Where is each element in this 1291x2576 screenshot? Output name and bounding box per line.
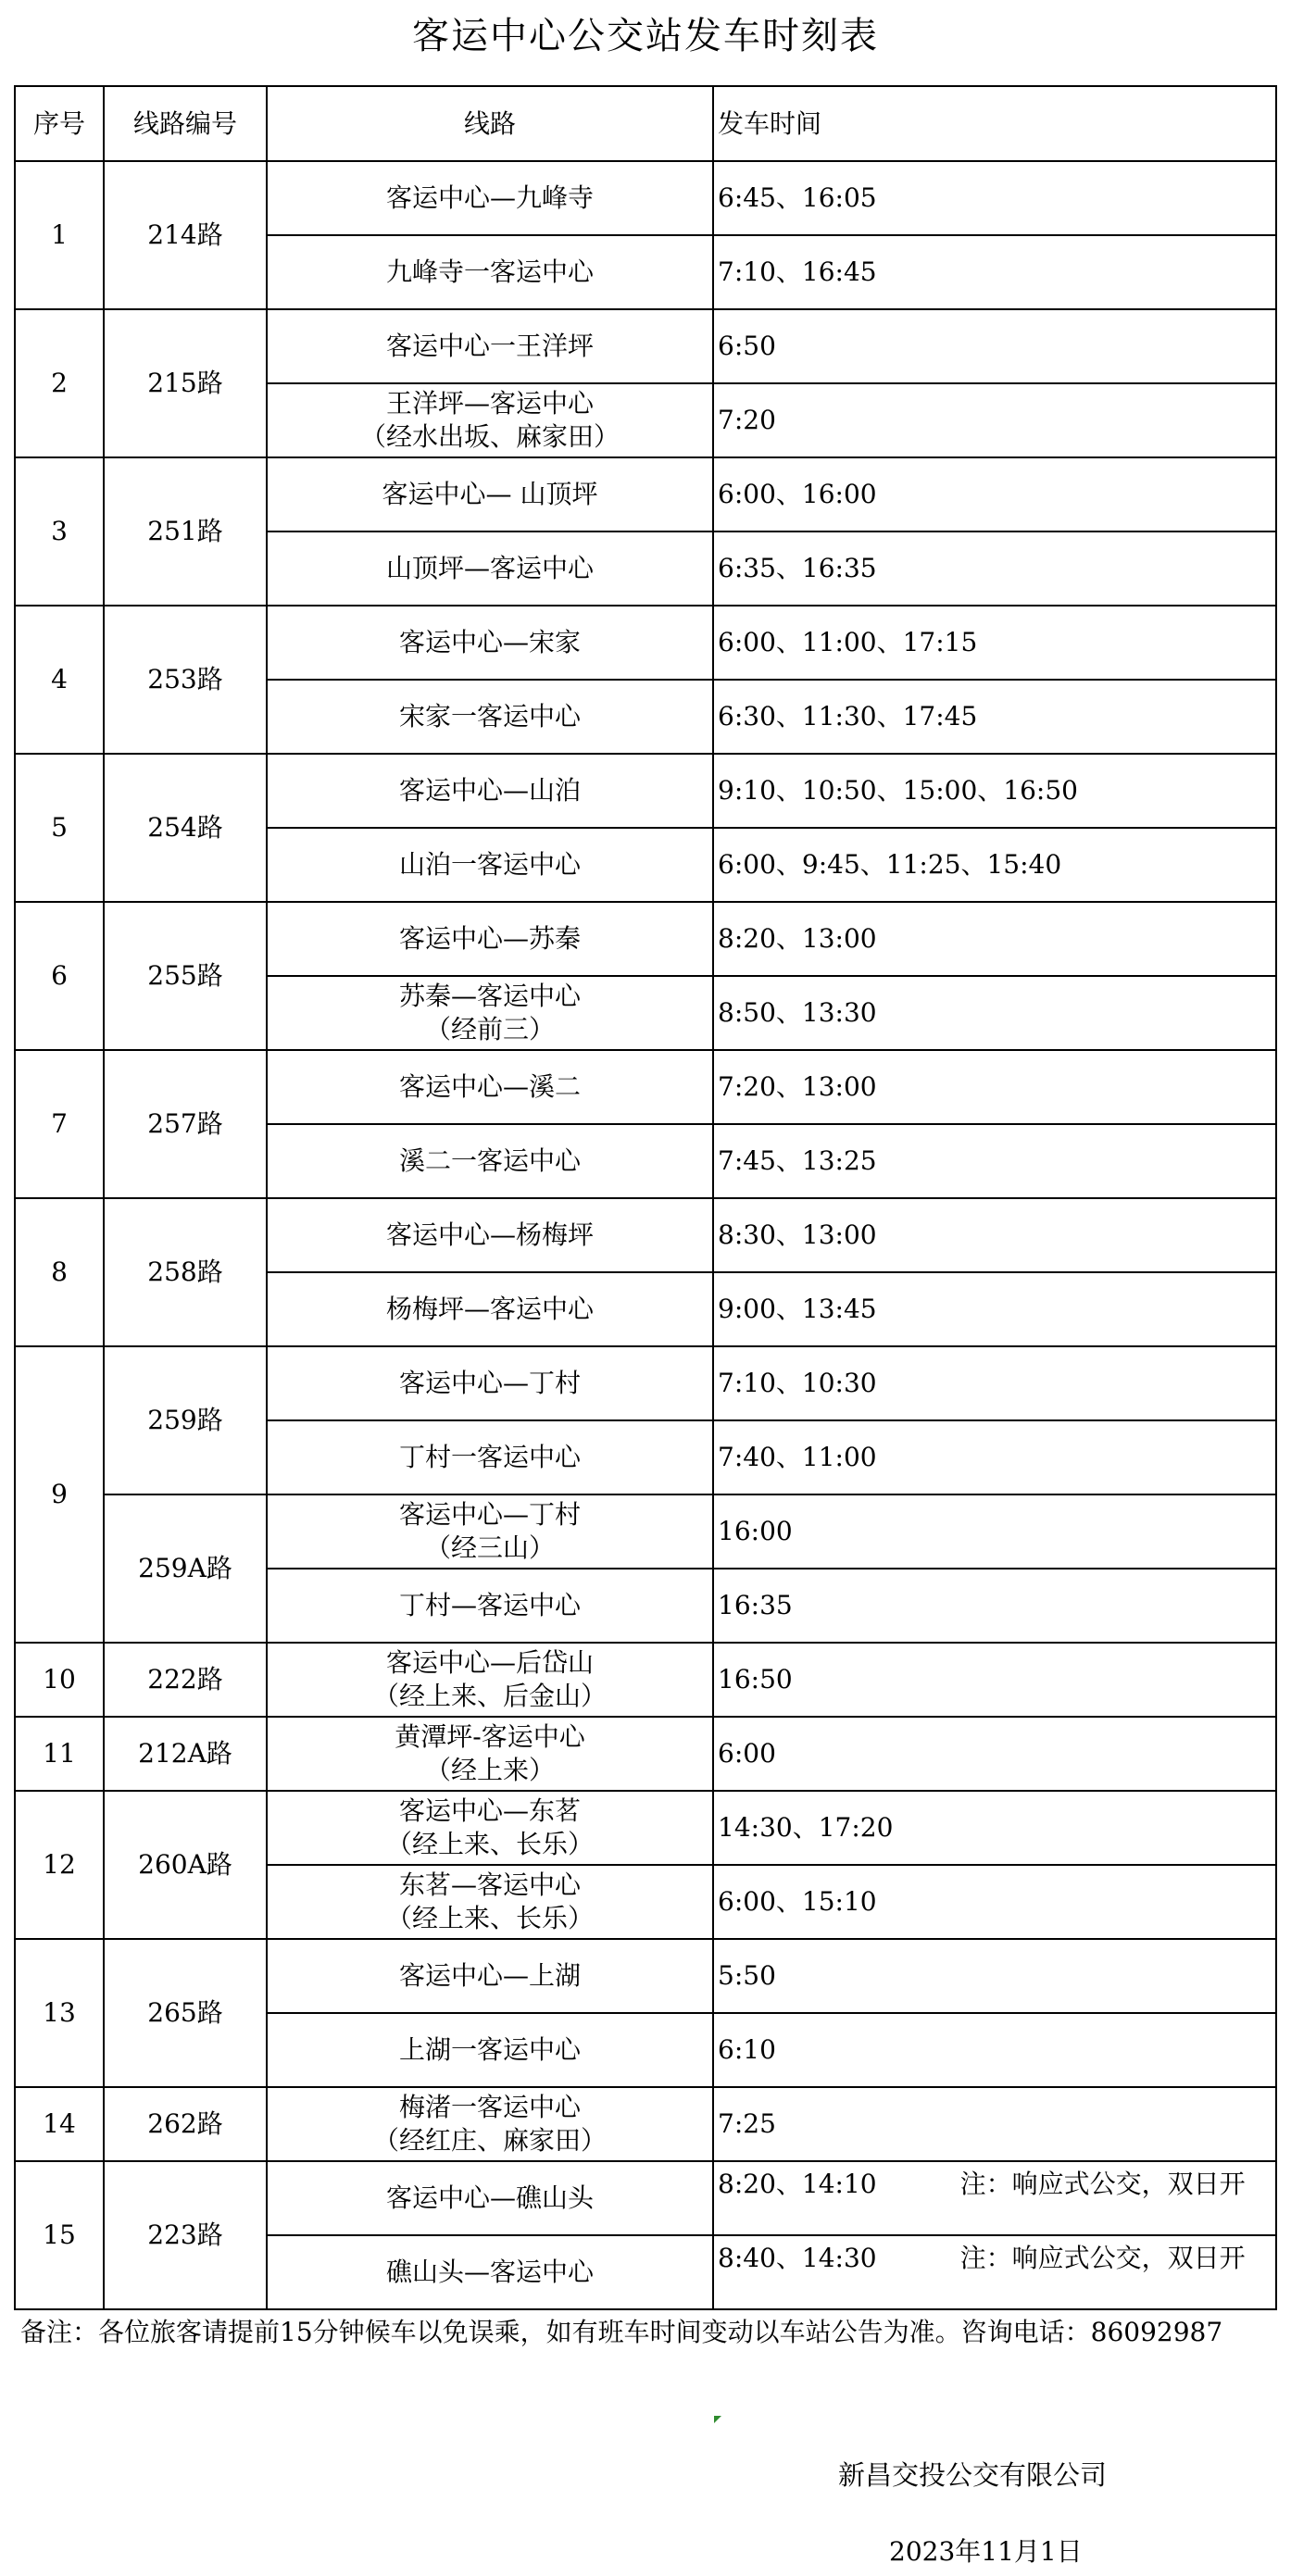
route-number: 212A路 xyxy=(104,1717,267,1791)
seq-number: 1 xyxy=(15,161,104,309)
route-name xyxy=(267,235,713,309)
route-line: 上湖一客运中心 xyxy=(398,2034,581,2065)
seq-number: 9 xyxy=(15,1346,104,1643)
page-title: 客运中心公交站发车时刻表 xyxy=(412,15,879,57)
route-number: 265路 xyxy=(104,1939,267,2087)
table-row xyxy=(15,902,1276,976)
route-line: 客运中心—东茗 xyxy=(398,1795,581,1826)
route-name xyxy=(267,1791,713,1865)
time-note: 注：响应式公交，双日开 xyxy=(959,2243,1246,2273)
company-name: 新昌交投公交有限公司 xyxy=(838,2459,1108,2491)
route-name xyxy=(267,1717,713,1791)
route-line: 客运中心—丁村 xyxy=(398,1368,581,1398)
route-name xyxy=(267,902,713,976)
route-line: 溪二一客运中心 xyxy=(398,1145,581,1176)
route-via: （经上来、长乐） xyxy=(385,1829,594,1859)
route-number: 254路 xyxy=(104,754,267,902)
header-route-no: 线路编号 xyxy=(104,86,267,161)
route-number: 260A路 xyxy=(104,1791,267,1939)
route-via: （经上来、后金山） xyxy=(372,1681,607,1711)
departure-times: 7:20 xyxy=(713,383,1276,457)
route-line: 杨梅坪—客运中心 xyxy=(385,1294,594,1324)
departure-times xyxy=(713,2161,1276,2235)
route-name xyxy=(267,1643,713,1717)
header-seq: 序号 xyxy=(15,86,104,161)
header-time: 发车时间 xyxy=(713,86,1276,161)
seq-number: 11 xyxy=(15,1717,104,1791)
route-number: 251路 xyxy=(104,457,267,606)
route-line: 山泊一客运中心 xyxy=(398,849,581,880)
table-row xyxy=(15,457,1276,531)
seq-number: 8 xyxy=(15,1198,104,1346)
table-row xyxy=(15,754,1276,828)
table-row xyxy=(15,1050,1276,1124)
time-value: 8:40、14:30 xyxy=(718,2243,877,2273)
route-number: 259A路 xyxy=(104,1494,267,1643)
departure-times: 7:10、16:45 xyxy=(713,235,1276,309)
table-row xyxy=(15,606,1276,680)
departure-times: 7:40、11:00 xyxy=(713,1420,1276,1494)
route-name xyxy=(267,531,713,606)
route-name xyxy=(267,1050,713,1124)
departure-times: 8:30、13:00 xyxy=(713,1198,1276,1272)
route-via: （经上来） xyxy=(424,1755,555,1785)
departure-times xyxy=(713,2235,1276,2309)
seq-number: 10 xyxy=(15,1643,104,1717)
departure-times: 7:25 xyxy=(713,2087,1276,2161)
route-line: 客运中心—苏秦 xyxy=(398,923,581,954)
departure-times: 6:00、9:45、11:25、15:40 xyxy=(713,828,1276,902)
route-number: 214路 xyxy=(104,161,267,309)
route-line: 客运中心—九峰寺 xyxy=(385,182,594,213)
departure-times: 5:50 xyxy=(713,1939,1276,2013)
route-line: 客运中心—丁村 xyxy=(398,1499,581,1530)
route-number: 215路 xyxy=(104,309,267,457)
time-note: 注：响应式公交，双日开 xyxy=(959,2169,1246,2199)
route-line: 山顶坪—客运中心 xyxy=(385,553,594,583)
departure-times: 7:45、13:25 xyxy=(713,1124,1276,1198)
seq-number: 4 xyxy=(15,606,104,754)
route-line: 客运中心—后岱山 xyxy=(385,1647,594,1678)
route-name xyxy=(267,606,713,680)
departure-times: 6:00、15:10 xyxy=(713,1865,1276,1939)
table-row xyxy=(15,161,1276,235)
route-name xyxy=(267,383,713,457)
departure-times: 6:30、11:30、17:45 xyxy=(713,680,1276,754)
route-line: 梅渚一客运中心 xyxy=(398,2092,581,2122)
departure-times: 6:00 xyxy=(713,1717,1276,1791)
route-name xyxy=(267,1939,713,2013)
table-row xyxy=(15,1939,1276,2013)
seq-number: 13 xyxy=(15,1939,104,2087)
route-line: 礁山头—客运中心 xyxy=(385,2257,594,2287)
route-number: 255路 xyxy=(104,902,267,1050)
route-name xyxy=(267,2161,713,2235)
route-line: 丁村—客运中心 xyxy=(398,1590,581,1620)
departure-times: 7:10、10:30 xyxy=(713,1346,1276,1420)
table-row xyxy=(15,1791,1276,1865)
route-name xyxy=(267,457,713,531)
route-name xyxy=(267,2013,713,2087)
table-row xyxy=(15,1198,1276,1272)
issue-date: 2023年11月1日 xyxy=(889,2536,1083,2567)
route-number: 259路 xyxy=(104,1346,267,1494)
route-line: 苏秦—客运中心 xyxy=(398,981,581,1011)
departure-times: 16:50 xyxy=(713,1643,1276,1717)
departure-times: 6:35、16:35 xyxy=(713,531,1276,606)
route-via: （经三山） xyxy=(424,1532,555,1563)
seq-number: 3 xyxy=(15,457,104,606)
route-number: 262路 xyxy=(104,2087,267,2161)
time-value: 8:20、14:10 xyxy=(718,2169,877,2199)
route-line: 客运中心—山泊 xyxy=(398,775,581,806)
route-name xyxy=(267,976,713,1050)
remark-note: 备注：各位旅客请提前15分钟候车以免误乘，如有班车时间变动以车站公告为准。咨询电话：86092987 xyxy=(20,2317,1223,2347)
route-via: （经上来、长乐） xyxy=(385,1903,594,1933)
table-row xyxy=(15,1494,1276,1569)
route-name xyxy=(267,828,713,902)
departure-times: 9:00、13:45 xyxy=(713,1272,1276,1346)
route-name xyxy=(267,1124,713,1198)
route-name xyxy=(267,1198,713,1272)
route-name xyxy=(267,1494,713,1569)
departure-times: 6:45、16:05 xyxy=(713,161,1276,235)
table-row xyxy=(15,1346,1276,1420)
seq-number: 14 xyxy=(15,2087,104,2161)
table-header-row xyxy=(15,86,1276,161)
departure-times: 8:50、13:30 xyxy=(713,976,1276,1050)
departure-times: 7:20、13:00 xyxy=(713,1050,1276,1124)
green-mark-icon xyxy=(713,2415,722,2424)
departure-times: 6:50 xyxy=(713,309,1276,383)
route-name xyxy=(267,2235,713,2309)
route-name xyxy=(267,2087,713,2161)
departure-times: 6:00、16:00 xyxy=(713,457,1276,531)
route-line: 东茗—客运中心 xyxy=(398,1869,581,1900)
route-line: 客运中心—礁山头 xyxy=(385,2182,594,2213)
route-name xyxy=(267,1420,713,1494)
departure-times: 6:00、11:00、17:15 xyxy=(713,606,1276,680)
seq-number: 2 xyxy=(15,309,104,457)
seq-number: 6 xyxy=(15,902,104,1050)
route-line: 客运中心一王洋坪 xyxy=(385,331,594,361)
route-line: 客运中心—杨梅坪 xyxy=(385,1219,594,1250)
route-via: （经红庄、麻家田） xyxy=(372,2125,607,2156)
route-name xyxy=(267,161,713,235)
table-row xyxy=(15,1643,1276,1717)
table-row xyxy=(15,2161,1276,2235)
route-line: 丁村一客运中心 xyxy=(398,1442,581,1472)
departure-times: 8:20、13:00 xyxy=(713,902,1276,976)
route-via: （经前三） xyxy=(424,1014,555,1044)
table-row xyxy=(15,1717,1276,1791)
table-row xyxy=(15,2087,1276,2161)
timetable xyxy=(14,85,1277,2310)
route-name xyxy=(267,680,713,754)
route-number: 223路 xyxy=(104,2161,267,2309)
route-name xyxy=(267,1569,713,1643)
departure-times: 9:10、10:50、15:00、16:50 xyxy=(713,754,1276,828)
route-line: 客运中心—宋家 xyxy=(398,627,581,657)
route-number: 258路 xyxy=(104,1198,267,1346)
route-line: 九峰寺一客运中心 xyxy=(385,256,594,287)
route-name xyxy=(267,1346,713,1420)
route-line: 客运中心—上湖 xyxy=(398,1960,581,1991)
route-number: 257路 xyxy=(104,1050,267,1198)
seq-number: 5 xyxy=(15,754,104,902)
route-via: （经水出坂、麻家田） xyxy=(359,421,620,452)
route-line: 宋家一客运中心 xyxy=(398,701,581,732)
departure-times: 16:35 xyxy=(713,1569,1276,1643)
route-line: 王洋坪—客运中心 xyxy=(385,388,594,419)
route-name xyxy=(267,754,713,828)
route-line: 黄潭坪-客运中心 xyxy=(395,1721,585,1752)
route-name xyxy=(267,1272,713,1346)
route-line: 客运中心— 山顶坪 xyxy=(382,479,598,509)
route-line: 客运中心—溪二 xyxy=(398,1071,581,1102)
seq-number: 7 xyxy=(15,1050,104,1198)
table-row xyxy=(15,309,1276,383)
seq-number: 15 xyxy=(15,2161,104,2309)
route-name xyxy=(267,309,713,383)
route-number: 253路 xyxy=(104,606,267,754)
departure-times: 14:30、17:20 xyxy=(713,1791,1276,1865)
seq-number: 12 xyxy=(15,1791,104,1939)
departure-times: 6:10 xyxy=(713,2013,1276,2087)
route-name xyxy=(267,1865,713,1939)
departure-times: 16:00 xyxy=(713,1494,1276,1569)
route-number: 222路 xyxy=(104,1643,267,1717)
header-route: 线路 xyxy=(267,86,713,161)
